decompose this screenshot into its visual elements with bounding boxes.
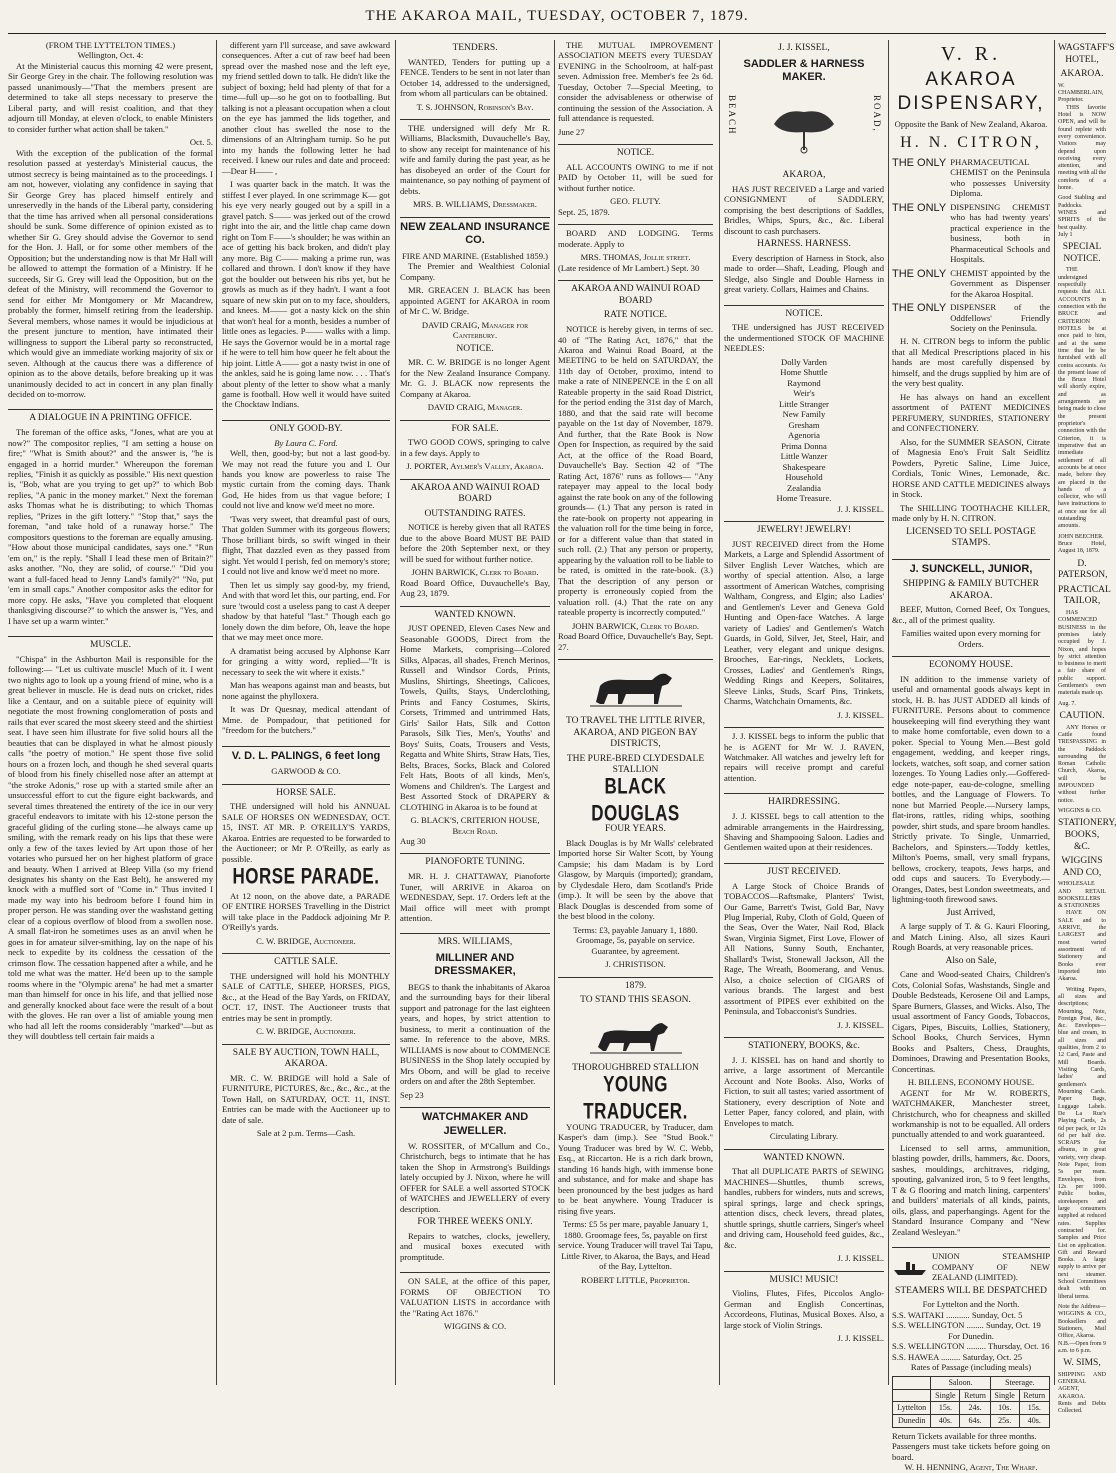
rates-note: Return Tickets available for three months. [892, 1430, 1037, 1441]
only-text: DISPENSER of the Oddfellows' Friendly Society on the Peninsula. [950, 302, 1050, 333]
ad-signature: WIGGINS & CO. [1058, 808, 1102, 815]
news-paragraph: With the exception of the publication of the formal resolution passed at yesterday's Ministerial caucus, the utmost secrecy is being maintained as to the proceedings. I am not, however, violating any confidence in saying that Sir George Grey has placed himself entirely and unreservedly in the hands of the Liberal party, considering that the time has arrived when all personal considerations should be sunk. Some difference of opinion existed as to whether Sir G. Grey should advise the Governor to send for the Hon. J. Hall, or for some other members of the Opposition; but the understanding now is that Mr Hall will be allowed to attempt the formation of a Ministry. If he succeeds, Sir G. Grey will lead the Opposition, but on the defeat of the Ministry, will recommend the Governor to send for either Mr Montgomery or Mr Macandrew, probably the former, himself retiring from the leadership. Several members, whose names it would be injudicious at the present juncture to mention, have intimated their willingness to support the Liberal party so reconstructed, which would give an immediate working majority of six or seven. Although at the caucus there was a difference of opinion as to the above details, before breaking up it was unanimously decided to act in concert in any plan finally decided on to-morrow. [8, 147, 213, 399]
ad-body: Repairs to watches, clocks, jewellery, and musical boxes executed with promptitude. [400, 1230, 550, 1262]
list-item: Raymond [787, 377, 821, 388]
poem-stanza: 'Twas very sweet, that dreamful past of ours, That golden Summer with its gorgeous flowers; Those brilliant birds, so swift winged in their flight, That dazzled even as they passed from sight. Yet would I perish, fed on memory's store; I could not live and know we'd meet no more. [222, 513, 390, 577]
side-label: ROAD, [872, 95, 882, 134]
ad-body: YOUNG TRADUCER, by Traducer, dam Kasper's dam (imp.). See "Stud Book." Young Traducer was bred by W. C. Webb, Esq., at Riccarton. He is a rich dark brown, standing 16 hands high, with immense bone and substance, and for make and shape has been pronounced by the best judges as hard to be beat anywhere. Young Traducer is rising five years. [558, 1122, 713, 1216]
ad-heading: JUST RECEIVED. [767, 866, 841, 877]
chemist-name: H. N. CITRON, [900, 134, 1042, 152]
ad-date: July 1 [1058, 231, 1073, 238]
ad-body: Also, for the SUMMER SEASON, Citrate of Magnesia Eno's Fruit Salt Seidlitz Powders, Pyretic Saline, Lime Juice, Cordials, Tonic Wines, Lemonade, &c. HORSE AND CATTLE MEDICINES always in Stock. [892, 436, 1050, 500]
table-row [893, 1402, 1050, 1415]
list-item: Little Stranger [779, 398, 829, 409]
ad-body: HAS JUST RECEIVED a Large and varied CONSIGNMENT of SADDLERY, comprising the best descriptions of Saddles, Bridles, Whips, Spurs, &c., &c. Liberal discount to cash purchasers. [724, 183, 884, 236]
ad-body: BEGS to thank the inhabitants of Akaroa and the surrounding bays for their liberal support and patronage for the last eighteen years, and hopes, by strict attention to business, to merit a continuation of the same. In reference to the above, MRS. WILLIAMS is now about to COMMENCE BUSINESS in the Shop lately occupied by Mrs Oborn, and will be glad to receive orders on and after the 28th September. [400, 981, 550, 1087]
table-cell: 24s. [960, 1402, 990, 1415]
column-6 [892, 40, 1050, 1473]
ad-heading: ECONOMY HOUSE. [928, 660, 1014, 671]
table-cell: 10s. [990, 1402, 1019, 1415]
royal-cipher: V. R. [940, 43, 1002, 65]
ad-heading: MRS. WILLIAMS, [437, 937, 513, 948]
list-item: Gresham [788, 419, 820, 430]
list-item: Household [785, 472, 823, 483]
ad-signature: MRS. B. WILLIAMS, Dressmaker. [413, 199, 537, 210]
column-divider [719, 40, 720, 1385]
article-heading: A DIALOGUE IN A PRINTING OFFICE. [29, 413, 192, 424]
list-item: Agenoria [788, 430, 820, 441]
ad-heading: STEAMERS WILL BE DESPATCHED [895, 1285, 1047, 1296]
column-divider [395, 40, 396, 1385]
ad-body: MR. C. W. BRIDGE will hold a Sale of FURNITURE, PICTURES, &c., &c., &c., at the Town Hall, on SATURDAY, OCT. 11, INST. Entries can be made with the Auctioneer up to date of sale. [222, 1072, 390, 1125]
column-4 [558, 40, 713, 1385]
ad-heading: SADDLER & HARNESS MAKER. [743, 57, 865, 83]
route-heading: For Dunedin. [948, 1330, 994, 1341]
ad-subheading: OUTSTANDING RATES. [424, 508, 526, 519]
ad-heading: SALE BY AUCTION, TOWN HALL, AKAROA. [232, 1047, 380, 1070]
racehorse-icon [586, 1011, 686, 1059]
poem-title: ONLY GOOD-BY. [269, 423, 343, 434]
ad-heading: AKAROA AND WAINUI ROAD BOARD [410, 482, 540, 505]
route-heading: For Lyttelton and the North. [922, 1299, 1020, 1310]
table-cell: Return [960, 1389, 990, 1402]
article-heading: MUSCLE. [90, 640, 131, 651]
only-text: DISPENSING CHEMIST who has had twenty years' practical experience in the business, both in Pharmaceutical Schools and Hospitals. [950, 201, 1050, 265]
sailing-row: S.S. HAWEA ......... Saturday, Oct. 25 [892, 1351, 1023, 1362]
table-cell [893, 1389, 931, 1402]
only-text: PHARMACEUTICAL CHEMIST on the Peninsula who possesses University Diploma. [950, 156, 1050, 199]
ad-signature: J. J. KISSEL. [837, 1019, 884, 1030]
ad-body: He has always on hand an excellent assortment of PATENT MEDICINES PERFUMERY, SUNDRIES, STATIONERY and CONFECTIONERY. [892, 391, 1050, 434]
saddle-icon [754, 93, 854, 155]
ad-footer: Road Board Office, Duvauchelle's Bay, Sept. 27. [558, 631, 714, 652]
news-dateline: Wellington, Oct. 4: [77, 50, 144, 61]
ad-subheading: THE PURE-BRED CLYDESDALE STALLION [566, 753, 705, 776]
column-2 [222, 40, 390, 1385]
ad-body: THE undersigned respectfully requests that ALL ACCOUNTS in connection with the BRUCE and CRITERION HOTELS be at once paid to him, and at the same time that he be furnished with all contra accounts. As the present lease of the Bruce Hotel will shortly expire, and as arrangements are being made to close the present proprietor's connection with the Criterion, it is imperative that an immediate settlement of all accounts be at once made, before they are placed in the hands of a collector, who will have instructions to at once sue for all outstanding amounts. [1058, 267, 1106, 530]
ad-heading: WANTED KNOWN. [763, 1152, 845, 1163]
ad-heading: WATCHMAKER AND JEWELLER. [421, 1111, 529, 1137]
column-divider [216, 40, 217, 1385]
news-source: (FROM THE LYTTELTON TIMES.) [45, 40, 176, 50]
ad-body: HAS COMMENCED BUSINESS in the premises lately occupied by J. Nixon, and hopes by strict attention to business to merit a fair share of public support. Gentlemen's own materials made up. [1058, 609, 1106, 697]
only-claim [892, 302, 1050, 333]
list-item: Shakespeare [782, 461, 826, 472]
ad-body: IN addition to the immense variety of useful and ornamental goods always kept in stock, H. B. has JUST ADDED all kinds of FURNITURE. Persons about to commence housekeeping will find everything they want to make home comfortable, even down to a poker. Special to Young Men.—Best gold engagement, wedding, and keeper rings, lockets, watches, soft soap, and corner sation lozenges. To Young Ladies only.—Goffered-edge note-paper, eau-de-cologne, smelling bottles, and the Language of Flowers. To none but Married People.—Nursery lamps, flat-irons, rattles, riding whips, soothing powder, shirt studs, and spare broom handles. Strictly private. To Single, Unmarried, Bachelors, and Spinsters.—Toddy kettles, Milton's Poems, small, very small frypans, bellows, crockery, teapots, Jews harps, and odd cups and saucers. To Everybody.—Oranges, Dates, best London sweetmeats, and lightning-tooth firewood saws. [892, 673, 1050, 905]
ad-heading: CATTLE SALE. [274, 957, 338, 968]
ad-date: Aug. 7. [1058, 700, 1076, 707]
ad-date: Sep 23 [400, 1089, 424, 1100]
ad-heading: NOTICE. [785, 308, 823, 319]
only-label: THE ONLY [892, 267, 947, 280]
table-row [893, 1415, 1050, 1428]
ad-heading: FOR SALE. [451, 423, 499, 434]
ad-footer: Rents and Debts Collected. [1058, 1401, 1106, 1415]
table-cell: Dunedin [893, 1415, 931, 1428]
ad-signature: J. J. KISSEL. [837, 709, 884, 720]
table-cell: 25s. [990, 1415, 1019, 1428]
ad-heading: V. D. L. PALINGS, 6 feet long [231, 749, 381, 762]
ad-heading: HAIRDRESSING. [767, 797, 841, 808]
rates-note: Passengers must take tickets before going on board. [892, 1441, 1050, 1462]
ad-heading: D. PATERSON, [1058, 558, 1108, 581]
table-cell: 15s. [931, 1402, 960, 1415]
ad-subheading: Just Arrived, [946, 907, 996, 918]
ad-subheading: FOR THREE WEEKS ONLY. [417, 1217, 533, 1228]
sailing-row: S.S. WELLINGTON ........ Sunday, Oct. 19 [892, 1320, 1041, 1331]
ad-heading: HORSE PARADE. [232, 863, 380, 889]
column-divider [554, 40, 555, 1385]
only-claim [892, 157, 1050, 199]
ad-date: Bruce Hotel, August 18, 1879. [1058, 541, 1106, 555]
ad-heading: NEW ZEALAND INSURANCE CO. [400, 220, 550, 247]
ad-body: W. ROSSITER, of M'Callum and Co., Christchurch, begs to intimate that he has taken the Shop in Armstrong's Buildings lately occupied by J. Nixon, where he will OFFER for SALE a well assorted STOCK of WATCHES and JEWELLERY of every description. [400, 1141, 550, 1214]
ad-subheading: RATE NOTICE. [603, 310, 668, 321]
table-cell: 64s. [960, 1415, 990, 1428]
ad-body: ON SALE, at the office of this paper, FORMS OF OBJECTION TO VALUATION LISTS in accordance with the "Rating Act 1876." [400, 1276, 550, 1318]
ad-heading: STATIONERY, BOOKS, &C. [1058, 818, 1116, 852]
ad-body: TWO GOOD COWS, springing to calve in a few days. Apply to [400, 437, 550, 458]
ad-date: Aug 30 [400, 835, 426, 846]
ad-subheading: SHIPPING & FAMILY BUTCHER AKAROA. [902, 579, 1040, 601]
sailing-row: S.S. WAITAKI ........... Sunday, Oct. 5 [892, 1309, 1023, 1320]
ad-body: ALL ACCOUNTS OWING to me if not PAID by October 11, will be sued for without further notice. [558, 161, 713, 193]
ad-body: Every description of Harness in Stock, also made to order—Shaft, Leading, Plough and Sledge, also Single and Double Harness in great variety. Collars, Haimes and Chains. [724, 252, 884, 295]
ad-body: Black Douglas is by Mr Walls' celebrated Imported horse Sir Walter Scott, by Young Campsie; his dam Madam is by Lord Glasgow, by Marquis (imported); grandam, by Clydesdale Hero, dam Scotland's Pride (imp.). It will be seen by the above that Black Douglas is descended from some of the best blood in the colony. [558, 837, 713, 922]
article-body: Man has weapons against man and beasts, but none against the phylloxera. [222, 680, 390, 701]
ad-subheading: Also on Sale, [945, 955, 997, 966]
ad-subheading: THOROUGHBRED STALLION [572, 1062, 699, 1073]
only-claim [892, 202, 1050, 265]
ad-heading: PIANOFORTE TUNING. [425, 857, 525, 868]
saddle-illustration [724, 87, 884, 167]
ad-signature: ROBERT LITTLE, Proprietor. [581, 1274, 690, 1285]
ad-signature: WIGGINS & CO. [443, 1321, 507, 1332]
ad-heading: J. J. KISSEL, [778, 43, 830, 53]
ad-signature: C. W. BRIDGE, Auctioneer. [256, 935, 356, 946]
ad-body: J. J. KISSEL has on hand and shortly to arrive, a large assortment of Mercantile Account and Note Books. Also, Works of Fiction, to suit all tastes; varied assortment of Stationery, every description of Note and Letter Paper, fancy colored, and plain, with Envelopes to match. [724, 1054, 884, 1128]
draught-horse-icon [586, 664, 686, 712]
article-body: It was Dr Quesnay, medical attendant of Mme. de Pompadour, that petitioned for "freedom for the butchers." [222, 704, 390, 736]
ad-signature: GARWOOD & CO. [271, 766, 341, 777]
ad-body: The Premier and Wealthiest Colonial Company. [400, 261, 550, 282]
ad-body: JUST OPENED, Eleven Cases New and Seasonable GOODS, Direct from the Home Markets, comprising—Colored Silks, Alpacas, all shades, French Merinos, Russell and Windsor Cords, Prints, Muslins, Shirtings, Sheetings, Calicoes, Towels, Quilts, Stays, Underclothing, Prints and Fancy Costumes, Skirts, Corsets, Trimmed and untrimmed Hats, Girls' Sailor Hats, Silk and Cotton Parasols, Silk Ties, Men's, Youths' and Boys' Suits, Coats, Trousers and Vests, Regatta and White Shirts, Straw Hats, Ties, Belts, Braces, Socks, Black and Colored Felt Hats, Boots of all kinds, Men's, Womens and Children's. The Largest and Best Assorted Stock of DRAPERY & CLOTHING in Akaroa is to be found at [400, 623, 550, 812]
ad-signature: JOHN BEECHER. [1058, 533, 1104, 540]
steamship-icon [892, 1257, 928, 1277]
table-header-row [893, 1376, 1050, 1389]
ad-heading: WANTED KNOWN. [434, 609, 516, 620]
ad-body: BOARD AND LODGING. Terms moderate. Apply to [558, 228, 713, 249]
ad-body: Writing Papers, all sizes and descriptions; Mourning, Note, Foreign Post, &c., &c. Envelopes—blue and cream, in all sizes and qualities, from 2 to 12 Card, Paste and Mill Boards. Visiting Cards, ladies' and gentlemen's Mourning Cards. Paper Bags, Luggage Labels. De La Rue's Playing Cards, 2s 6d per pack, or 12s 6d per half doz. SCRAPS for albums, in great variety, very cheap. Note Paper, from 5s per ream. Envelopes, from 12s per 1000. Public bodies, storekeepers and large consumers supplied at reduced rates. Supplies contracted for. Samples and Price List on application. Gift and Reward Books. A large supply to arrive per next steamer. School Committees dealt with on liberal terms. [1058, 986, 1106, 1300]
ad-heading: NOTICE. [616, 148, 655, 159]
column-1 [8, 40, 213, 1385]
ad-heading: NOTICE. [456, 343, 494, 354]
ad-signature: JOHN BARWICK, Clerk to Board. [411, 567, 539, 578]
ad-subheading: WHOLESALE AND RETAIL BOOKSELLERS & STATIONERS [1058, 881, 1106, 910]
masthead: THE AKAROA MAIL, TUESDAY, OCTOBER 7, 1879. [365, 8, 749, 24]
union-heading [892, 1251, 1050, 1282]
ad-heading: HARNESS. HARNESS. [757, 239, 851, 250]
only-text: CHEMIST appointed by the Government as Dispenser for the Akaroa Hospital. [950, 267, 1050, 299]
table-cell: Single [931, 1389, 960, 1402]
table-cell [893, 1376, 931, 1389]
ad-heading: HORSE SALE. [276, 787, 336, 798]
ad-footer: (Late residence of Mr Lambert.) Sept. 30 [558, 262, 700, 273]
ad-year: 1879. [624, 980, 647, 991]
ad-footer: N.B.—Open from 9 a.m. to 6 p.m. [1058, 1340, 1106, 1354]
ad-heading: J. SUNCKELL, JUNIOR, [909, 562, 1033, 575]
only-claim [892, 268, 1050, 299]
article-body: I was quarter back in the match. It was the stiffest I ever played. In one scrimmage K— got his eye very nearly gouged out by a spill in a gravel patch. S—— was jerked out of the crowd right into the air, and the little chap came down right on Tom F——'s shoulder; he was within an ace of getting his back broken, and didn't play any more. Big C—— making a prime run, was collared and thrown. I don't know if they have got the boulder out between his ribs yet, but he growls as much as if they hadn't. I want a foot square of new skin put on to my face, shoulders, and knees. M—— got a nasty kick on the shin that won't heal for a month, besides a number of little ones as legacies. P—— walks with a limp. He says the Governor would be in a mortal rage if he were to tell him how queer he felt about the hip joint. Little A—— got a nasty twist in one of the ankles, said he is going lame now. . . . That's about plenty of the letter to show what a manly game is football. How well it would have suited the Chocktaw Indians. [222, 179, 390, 410]
ad-date: June 27 [558, 126, 585, 137]
table-cell: Return [1019, 1389, 1049, 1402]
masthead-rule [8, 33, 1106, 34]
stallion-name: YOUNG TRADUCER. [583, 1071, 688, 1123]
list-item: Home Treasure. [776, 493, 832, 504]
ad-body: Cane and Wood-seated Chairs, Children's Cots, Colonial Sofas, Washstands, Single and Double Bedsteads, Kerosene Oil and Lamps, Spare Burners, Glasses, and Wicks. Also, The usual assortment of Fancy Goods, Tobaccos, Cigars, Pipes, Biscuits, Lollies, Stationery, School Books, Church Services, Hymn Books and Psalters, Chess, Draughts, Dominoes, Drawing and Presentation Books, Concertinas. [892, 969, 1050, 1074]
ad-footer: Sale at 2 p.m. Terms—Cash. [256, 1128, 356, 1139]
ad-heading: TENDERS. [452, 43, 498, 53]
needle-list [724, 357, 884, 504]
ad-subheading: AKAROA, [782, 170, 826, 181]
ad-heading: MILLINER AND DRESSMAKER, [434, 952, 516, 978]
ad-signature: G. BLACK'S, CRITERION HOUSE, Beach Road. [410, 815, 540, 836]
ad-body: The SHILLING TOOTHACHE KILLER, made only by H. N. CITRON. [892, 502, 1050, 524]
ad-body: A large supply of T. & G. Kauri Flooring, and Match Lining. Also, all sizes Kauri Rough Boards, at very reasonable prices. [892, 921, 1050, 953]
ad-body: WANTED, Tenders for putting up a FENCE. Tenders to be sent in not later than October 14, addressed to the undersigned, from whom all particulars can be obtained. [400, 56, 550, 99]
article-body: The foreman of the office asks, "Jones, what are you at now?" The compositor replies, "I am setting a house on fire;" "What is Smith about?" and the answer is, "he is engaged in a horrid murder." Whereupon the foreman replies, "Finish it as quickly as possible." His next question is, "Bob, what are you trying to get up?" to which Bob replies, "A panic in the money market." Next the foreman asks Thomas what he is distributing; to which Thomas replies, "Prizes in the gift lottery." "Stop that," says the foreman, "and take hold of a runaway horse." The compositors questions to the foreman are equally amusing. "How about those municipal candidates, says one." "Run 'em on," is the reply. "Shall I lead these men of Britain?" asks another. "No, they are solid, of course." "Did you want a full-faced head to Jenny Land's family?" "No, put 'em in small caps." Another compositor asks the editor for more copy. He asks, "Have you completed that eloquent thanksgiving discourse?" to which the answer is, "Yes, and I have set up a warm winter." [8, 427, 213, 626]
ad-heading: WIGGINS AND CO, [1061, 856, 1103, 878]
ad-body: A Large Stock of Choice Brands of TOBACCOS—Raftsmake, Planters' Twist, Our Game, Barrett's Twist, Gold Bar, Navy Plug Imperial, Ruby, Cloth of Gold, Queen of the Seas, Over the Water, Nail Rod, Black Swan, Virginia Sigmet, First Love, Flower of All Nations, Sunny South, Enchanter, Shallard's Twist, Stonewall Jackson, All the Rage, The Wreath, Boomerang, and Venus. Also, a choice selection of CIGARS of various brands. The largest and best assortment of PIPES ever exhibited on the Peninsula, and Tobacconist's Sundries. [724, 880, 884, 1017]
ad-body: Licensed to sell arms, ammunition, blasting powder, drills, hammers, &c. Doors, sashes, mouldings, architraves, ridging, spouting, galvanized iron, 5 to 9 feet lengths, T & G flooring and match lining, carpenters' and builders' materials of all kinds, paints, oils, glass, and paperhangings. Agent for the Standard Insurance Company and "New Zealand Wesleyan." [892, 1142, 1050, 1237]
table-cell: 40s. [1019, 1415, 1049, 1428]
ad-footer: Families waited upon every morning for Orders. [901, 628, 1041, 649]
ad-heading: SPECIAL NOTICE. [1062, 242, 1102, 264]
ad-body: THE undersigned will hold his MONTHLY SALE of CATTLE, SHEEP, HORSES, PIGS, &c., at the Head of the Bay Yards, on FRIDAY, OCT. 17, INST. The Auctioneer trusts that entries may be sent in promptly. [222, 970, 390, 1023]
list-item: Weir's [793, 388, 815, 399]
ad-terms: Terms: £5 5s per mare, payable January 1, 1880. Groomage fees, 5s, payable on first service. Young Traducer will travel Tai Tapu, Little River, to Akaroa, the Bays, and Head of the Bay, Lyttelton. [558, 1219, 713, 1272]
table-cell: 15s. [1019, 1402, 1049, 1415]
ad-heading: AKAROA AND WAINUI ROAD BOARD [571, 284, 700, 306]
list-item: Prima Donna [781, 440, 827, 451]
ad-body: THIS favorite Hotel is NOW OPEN, and will be found replete with every convenience. Visitors may depend upon receiving every attention, and meeting with all the comforts of a home. [1058, 104, 1106, 192]
ad-body: Violins, Flutes, Fifes, Piccolos Anglo-German and English Concertinas, Accordeons, Flutinas, Musical Boxes. Also, a large stock of Violin Strings. [724, 1288, 884, 1330]
table-cell: Steerage. [990, 1376, 1049, 1389]
table-header-row [893, 1389, 1050, 1402]
article-body: "Chispa" in the Ashburton Mail is responsible for the following:— "Let us cultivate muscle! Much of it. I went two nights ago to look up a young friend of mine, who is a great believer in muscle. He is dead nuts on cricket, rides like a Centaur, and on a suitable piece of equinity will negotiate the most frowning conglomeration of posts and rails that ever scared the most skeery steed and the shirtiest seat. I have seen him illustrate for five solid hours all the beauties that can be displayed in what he almost piously calls "the poetry of motion." He spent those five solid hours on a frozen loch, and though he shed several quarts of blood from his finely chiselled nose after an attempt at "the stroke Adonis," rose up with a started smile after an unsuccessful effort to cut the figure eight backwards, and several times threatened the entirety of the ice in our very graceful endeavors to imitate with his 12-stone person the graceful gliding of the curling stone—he always came up smiling, with the remark ready on his lips that these were only a few of the taxes levied by Art upon those of her votaries who pursued her on her highest platform of grace and beauty. When I arrived at Bleep Villa (so my friend designates his shanty on the East Belt), he answered my knock with a muffled sort of "Come in." Thus invited I made my way into his bedroom before I found him in proper person. He was standing over the washstand getting clear of a copious overflow of blood from a swollen nose. A small flat-iron he sometimes uses as an anvil when he goes in for amateur silver-smithing, lay on the nape of his neck to expedite by its coldness the cessation of the crimson flow. The cessation happened after a while, and he told me what was the matter. He'd been up to the sample rooms where in the "Olympic arena" he had met a smarter man than himself for once in his life, and that jellied nose and generally knocked about face were the result of a bout with the gloves. He ran over a list of amiable young men who had all left the rooms considerably "marked"—but as they will doubtless tell certain fair maids a [8, 653, 213, 1042]
ad-signature: JOHN BARWICK, Clerk to Board. [572, 620, 699, 631]
ad-signature: J. J. KISSEL. [837, 503, 884, 514]
ad-body: THE MUTUAL IMPROVEMENT ASSOCIATION MEETS every TUESDAY EVENING in the Schoolroom, at half-past seven. Admission free. Member's fee 2s 6d. Tuesday, October 7—Special Meeting, to consider the advisableness or otherwise of continuing the session of the Association. A full attendance is requested. [558, 40, 713, 124]
poem-stanza: Then let us simply say good-by, my friend, And with that word let this, our parting, end. For sure 'twould cost a useless pang to cast A deeper shadow by that hateful "last." Though each go lonely down the dim before, Oh, leave the hope that we may meet once more. [222, 579, 390, 643]
ad-heading: STATIONERY, BOOKS, &c. [748, 1041, 860, 1052]
only-label: THE ONLY [892, 156, 947, 169]
ad-body: J. J. KISSEL begs to call attention to the admirable arrangements in the Hairdressing, Shaving and Shampooing Saloon. Ladies and Gentlemen waited upon at their residences. [724, 811, 884, 853]
column-5 [724, 40, 884, 1385]
ad-heading: TO TRAVEL THE LITTLE RIVER, AKAROA, AND PIGEON BAY DISTRICTS, [565, 716, 706, 750]
dispensary-title: AKAROA DISPENSARY, [897, 69, 1045, 114]
dispensary-address: Opposite the Bank of New Zealand, Akaroa. [894, 118, 1048, 129]
ad-footer: Circulating Library. [769, 1131, 839, 1142]
ad-heading: UNION STEAMSHIP COMPANY OF NEW ZEALAND (LIMITED). [932, 1251, 1050, 1283]
only-label: THE ONLY [892, 302, 947, 315]
list-item: New Family [782, 409, 826, 420]
ad-body: NOTICE is hereby given, in terms of sec. 40 of "The Rating Act, 1876," that the Akaroa and Wainui Road Board, at the MEETING to be held on SATURDAY, the 11th day of October, proximo, intend to make a rate of NINEPENCE in the £ on all Rateable property in the said Road District, for the period ending the 31st day of March, 1880, and that the said rate will become payable on the 1st day of November, 1879. And further, that the Rate Book is Now Open for Inspection, as required by the said Act, at the office of the Road Board, Duvauchelle's Bay. Section 42 of "The Rating Act, 1876" runs as follows— "Any ratepayer may appeal to the local body against the rate book on any of the following grounds— (1.) That any person is rated in the rate-book on property not appearing in the valuation roll for the time being in force, or for a different value than that stated in such roll. (2.) That any person or property, appearing by the valuation roll to be liable to be rated, is omitted in the rate-book. (3.) That the description of any person or property is erroneously copied from the valuation roll. (4.) That the rate on any rateable property is incorrectly computed." [558, 324, 713, 618]
ad-heading: TO STAND THIS SEASON. [580, 995, 691, 1006]
ad-body: MR. H. J. CHATTAWAY, Pianoforte Tuner, will ARRIVE in Akaroa on WEDNESDAY, Sept. 17. Orders left at the Mail office will meet with prompt attention. [400, 871, 550, 923]
table-cell: Saloon. [931, 1376, 990, 1389]
news-paragraph: At the Ministerial caucus this morning 42 were present, Sir George Grey in the chair. The following resolution was passed unanimously—"That the members present are determined to take all steps necessary to preserve the Liberal party, and will resist coalition, and that they adjourn till Monday, at eleven o'clock, to enable Ministers to consider further what action shall be taken." [8, 60, 213, 134]
ad-body: THE undersigned has JUST RECEIVED the undermentioned STOCK OF MACHINE NEEDLES: [724, 322, 884, 354]
ad-footer: Good Stabling and Paddocks. [1058, 195, 1106, 209]
ad-signature: J. J. KISSEL. [837, 1253, 884, 1264]
ad-body: JUST RECEIVED direct from the Home Markets, a Large and Splendid Assortment of Silver English Lever Watches, which are worthy of special attention. Also, a large assortment of American Watches, comprising Waltham, Congress, and Elgin; also Ladies' and Gentlemen's Lever and Geneva Gold Hunting and Open-face Watches. A large variety of Ladies' and Gentlemen's Watch Guards, in Gold, Silver, Jet, Steel, Hair, and Leather, very elegant and unique designs. Brooches, Ear-rings, Necklets, Lockets, Crosses, Ladies' and Gentlemen's Rings, Wedding Rings and Keepers, Solitaires, Sleeve Links, Studs, Scarf Pins, Trinkets, Charms, Watchchain Ornaments, &c. [724, 538, 884, 707]
ad-body: J. J. KISSEL begs to inform the public that he is AGENT for Mr W. J. RAVEN, Watchmaker. All watches and jewelry left for repairs will receive prompt and careful attention. [724, 731, 884, 783]
ad-heading: WAGSTAFF'S HOTEL, [1058, 43, 1115, 65]
rates-title: Rates of Passage (including meals) [910, 1362, 1032, 1373]
ad-body: THE undersigned will defy Mr R. Williams, Blacksmith, Duvauchelle's Bay, to show any receipt for maintenance of his wife and family during the past year, as he has disobeyed an order of the Court for maintenance, so pay nothing of payment of debts. [400, 123, 550, 196]
article-body: different yarn I'll surcease, and save awkward consequences. After a cut of raw beef had been spread over the mashed nose and the left eye, my friend settled down to talk. He didn't like the subject of boxing; held had plenty of that for a time—full up—so he got on to footballing. But talking is not a pleasant occupation when a clout on the eye has jammed the lids together, and another clout has swelled the nose to the dimensions of an Altringham turnip. So he put into my hands the following letter he had received. I knew our rules and date and proceed:—Dear H—— , [222, 40, 390, 176]
ad-heading: CAUTION. [1059, 711, 1105, 722]
table-cell: 40s. [931, 1415, 960, 1428]
ad-heading: W. SIMS, [1063, 1358, 1101, 1369]
table-cell: Single [990, 1389, 1019, 1402]
ad-terms: Terms: £3, payable January 1, 1880. Groomage, 5s, payable on service. Guarantee, by agreement. [573, 924, 698, 956]
ad-signature: MRS. THOMAS, Jollie street. [580, 252, 691, 263]
ad-subheading: FIRE AND MARINE. (Established 1859.) [401, 250, 549, 261]
ad-body: At 12 noon, on the above date, a PARADE OF ENTIRE HORSES Travelling in the District will take place in the Paddock adjoining Mr P. O'Reilly's yards. [222, 890, 390, 933]
ad-body: ANY Horses or Cattle found TRESPASSING in the Paddock surrounding the Roman Catholic Church, Akaroa, will be IMPOUNDED without further notice. [1058, 724, 1106, 804]
ad-signature: J. J. KISSEL. [837, 1333, 884, 1344]
ad-proprietor: W. CHAMBERLAIN, Proprietor. [1058, 82, 1104, 104]
ad-body: H. N. CITRON begs to inform the public that all Medical Prescriptions placed in his hands are most carefully dispensed by himself, and the drugs supplied by him are of the very best quality. [892, 336, 1050, 389]
ad-signature: DAVID CRAIG, Manager. [427, 402, 523, 413]
ad-body: AGENT for Mr W. ROBERTS, WATCHMAKER, Manchester street, Christchurch, who for cheapness and skilled workmanship is not to be equalled. All orders punctually attended to and work guaranteed. [892, 1087, 1050, 1140]
list-item: Little Wanzer [780, 451, 828, 462]
column-3 [400, 40, 550, 1385]
list-item: Zealandia [787, 482, 821, 493]
ad-body: MR. C. W. BRIDGE is no longer Agent for the New Zealand Insurance Company. Mr. G. J. BLACK now represents the Company at Akaroa. [400, 357, 550, 399]
article-body: A dramatist being accused by Alphonse Karr for gringing a witty word, replied—"It is necessary to seek the wit where it exists." [222, 645, 390, 677]
ad-body: HAVE ON SALE and to ARRIVE, the LARGEST and most varied assortment of Stationery and Books ever imported into Akaroa. [1058, 910, 1106, 983]
poem-author: By Laura C. Ford. [274, 437, 338, 448]
ad-date: Sept. 25, 1879. [558, 206, 610, 217]
ad-signature: J. CHRISTISON. [605, 959, 666, 970]
poem-stanza: Well, then, good-by; but not a last good-by. We may not read the future you and I. Our hands you know are powerless to raise The mystic curtain from the coming days. Thank God, He hides from us that vague before; I could not live and know we'd meet no more. [222, 448, 390, 511]
sailing-row: S.S. WELLINGTON ......... Thursday, Oct. 16 [892, 1341, 1050, 1352]
ad-heading: PRACTICAL TAILOR, [1058, 584, 1111, 607]
column-7 [1058, 40, 1116, 1415]
ad-subheading: FOUR YEARS. [605, 824, 666, 835]
column-divider [1054, 40, 1055, 1385]
ad-signature: DAVID CRAIG, Manager for Canterbury. [421, 319, 529, 341]
ad-heading: JEWELRY! JEWELRY! [756, 525, 852, 536]
ad-body: MR. GREACEN J. BLACK has been appointed AGENT for AKAROA in room of Mr C. W. Bridge. [400, 285, 550, 317]
ad-heading: MUSIC! MUSIC! [769, 1274, 839, 1285]
stallion-name: BLACK DOUGLAS [591, 773, 680, 826]
ad-body: SHIPPING AND GENERAL AGENT, AKAROA. [1058, 1371, 1106, 1400]
ad-signature: H. BILLENS, ECONOMY HOUSE. [907, 1077, 1035, 1088]
ad-signature: J. PORTER, Aylmer's Valley, Akaroa. [406, 461, 544, 472]
list-item: Dolly Varden [781, 356, 827, 367]
side-label: BEACH [726, 95, 737, 136]
ad-signature: W. H. HENNING, Agent, The Wharf. [904, 1462, 1038, 1473]
list-item: Home Shuttle [780, 367, 828, 378]
ad-subheading: AKAROA. [1060, 69, 1104, 80]
ad-signature: T. S. JOHNSON, Robinson's Bay. [416, 101, 534, 112]
table-cell: Lyttelton [893, 1402, 931, 1415]
ad-footer: Road Board Office, Duvauchelle's Bay, Aug 23, 1879. [400, 577, 550, 599]
ad-signature: C. W. BRIDGE, Auctioneer. [256, 1026, 356, 1037]
ad-body: BEEF, Mutton, Corned Beef, Ox Tongues, &c., all of the primest quality. [892, 604, 1050, 625]
ad-footer: LICENSED TO SELL POSTAGE STAMPS. [906, 526, 1036, 549]
ad-body: NOTICE is hereby given that all RATES due to the above Board MUST BE PAID before the 20th September next, or they will be sued for without further notice. [400, 522, 550, 564]
news-date: Oct. 5. [189, 137, 213, 148]
ad-signature: GEO. FLUTY. [610, 196, 661, 207]
ad-body: That all DUPLICATE PARTS of SEWING MACHINES—Shuttles, thumb screws, handles, rubbers for winders, nuts and screws, spiral springs, large and check springs, attention discs, check levers, thread plates, shuttle springs, shuttle carriers, Singer's wheel and driving cam, Household feed guides, &c., &c. [724, 1166, 884, 1250]
column-divider [888, 40, 889, 1385]
ad-body: THE undersigned will hold his ANNUAL SALE OF HORSES ON WEDNESDAY, OCT. 15, INST. AT MR. P. O'REILLY'S YARDS, Akaroa. Entries are requested to be forwarded to the Auctioneer; or Mr P. O'Reilly, as early as possible. [222, 801, 390, 864]
only-label: THE ONLY [892, 201, 947, 214]
rates-table [892, 1376, 1050, 1428]
ad-address: Note the Address— WIGGINS & CO., Booksellers and Stationers, Mail Office, Akaroa. [1058, 1304, 1106, 1340]
ad-footer: WINES and SPIRITS of the best quality. [1058, 210, 1106, 231]
